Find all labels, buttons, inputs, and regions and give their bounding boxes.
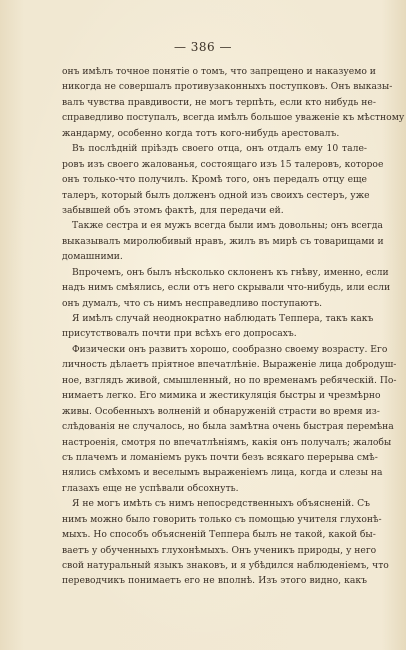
text-line: свой натуральный языкъ знаковъ, и я убѣдился наблюденіемъ, что — [62, 560, 389, 571]
text-line: ваетъ у обученныхъ глухонѣмыхъ. Онъ ученикъ природы, у него — [62, 544, 377, 556]
text-line: ровъ изъ своего жалованья, состоящаго изъ 15 талеровъ, которое — [62, 158, 384, 170]
text-line: нимаетъ легко. Его мимика и жестикуляція быстры и чрезмѣрно — [62, 390, 381, 402]
text-line: Я не могъ имѣть съ нимъ непосредственныхъ объясненій. Съ — [72, 498, 370, 510]
text-line: Въ послѣдній пріѣздъ своего отца, онъ отдалъ ему 10 тале- — [72, 143, 367, 155]
text-line: глазахъ еще не успѣвали обсохнуть. — [62, 482, 239, 494]
text-body — [62, 64, 405, 589]
text-line: домашними. — [62, 251, 123, 263]
text-line: жандарму, особенно когда тотъ кого-нибудь арестовалъ. — [62, 127, 340, 139]
text-line: никогда не совершалъ противузаконныхъ поступковъ. Онъ выказы- — [62, 81, 393, 93]
text-line: нимъ можно было говорить только съ помощью учителя глухонѣ- — [62, 513, 382, 525]
text-line: живы. Особенныхъ волненій и обнаруженій страсти во время из- — [62, 405, 380, 417]
text-line: личность дѣлаетъ пріятное впечатлѣніе. Выраженіе лица добродуш- — [62, 359, 397, 371]
text-line: надъ нимъ смѣялись, если отъ него скрывали что-нибудь, или если — [62, 282, 391, 294]
text-line: съ плачемъ и ломаніемъ рукъ почти безъ всякаго перерыва смѣ- — [62, 451, 378, 463]
text-line: Также сестра и ея мужъ всегда были имъ довольны; онъ всегда — [72, 220, 383, 232]
text-line: выказывалъ миролюбивый нравъ, жилъ въ мирѣ съ товарищами и — [62, 235, 384, 247]
text-line: талеръ, который былъ долженъ одной изъ своихъ сестеръ, уже — [62, 189, 370, 201]
text-line: валъ чувства правдивости, не могъ терпѣть, если кто нибудь не- — [62, 96, 376, 108]
text-line: забывшей объ этомъ фактѣ, для передачи ей. — [62, 204, 284, 216]
page-number: — 386 — — [173, 40, 233, 54]
text-line: онъ имѣлъ точное понятіе о томъ, что запрещено и наказуемо и — [62, 66, 376, 77]
text-line: настроенія, смотря по впечатлѣніямъ, какія онъ получалъ; жалобы — [62, 436, 392, 448]
text-line: переводчикъ понимаетъ его не вполнѣ. Изъ этого видно, какъ — [62, 575, 367, 587]
text-line: слѣдованія не случалось, но была замѣтна очень быстрая перемѣна — [62, 421, 394, 433]
text-line: справедливо поступалъ, всегда имѣлъ большое уваженіе къ мѣстному — [62, 112, 405, 124]
text-line: мыхъ. Но способъ объясненій Теппера былъ не такой, какой бы- — [62, 529, 376, 541]
text-line: онъ думалъ, что съ нимъ несправедливо поступаютъ. — [62, 297, 323, 309]
text-line: онъ только-что получилъ. Кромѣ того, онъ передалъ отцу еще — [62, 174, 367, 186]
text-line: Я имѣлъ случай неоднократно наблюдать Теппера, такъ какъ — [72, 313, 374, 324]
text-line: Физически онъ развитъ хорошо, сообразно своему возрасту. Его — [72, 343, 388, 355]
text-line: Впрочемъ, онъ былъ нѣсколько склоненъ къ гнѣву, именно, если — [72, 266, 389, 278]
text-line: нялись смѣхомъ и веселымъ выраженіемъ лица, когда и слезы на — [62, 467, 383, 479]
text-line: присутствовалъ почти при всѣхъ его допросахъ. — [62, 328, 297, 340]
text-line: ное, взглядъ живой, смышленный, но по временамъ ребяческій. По- — [62, 374, 397, 386]
